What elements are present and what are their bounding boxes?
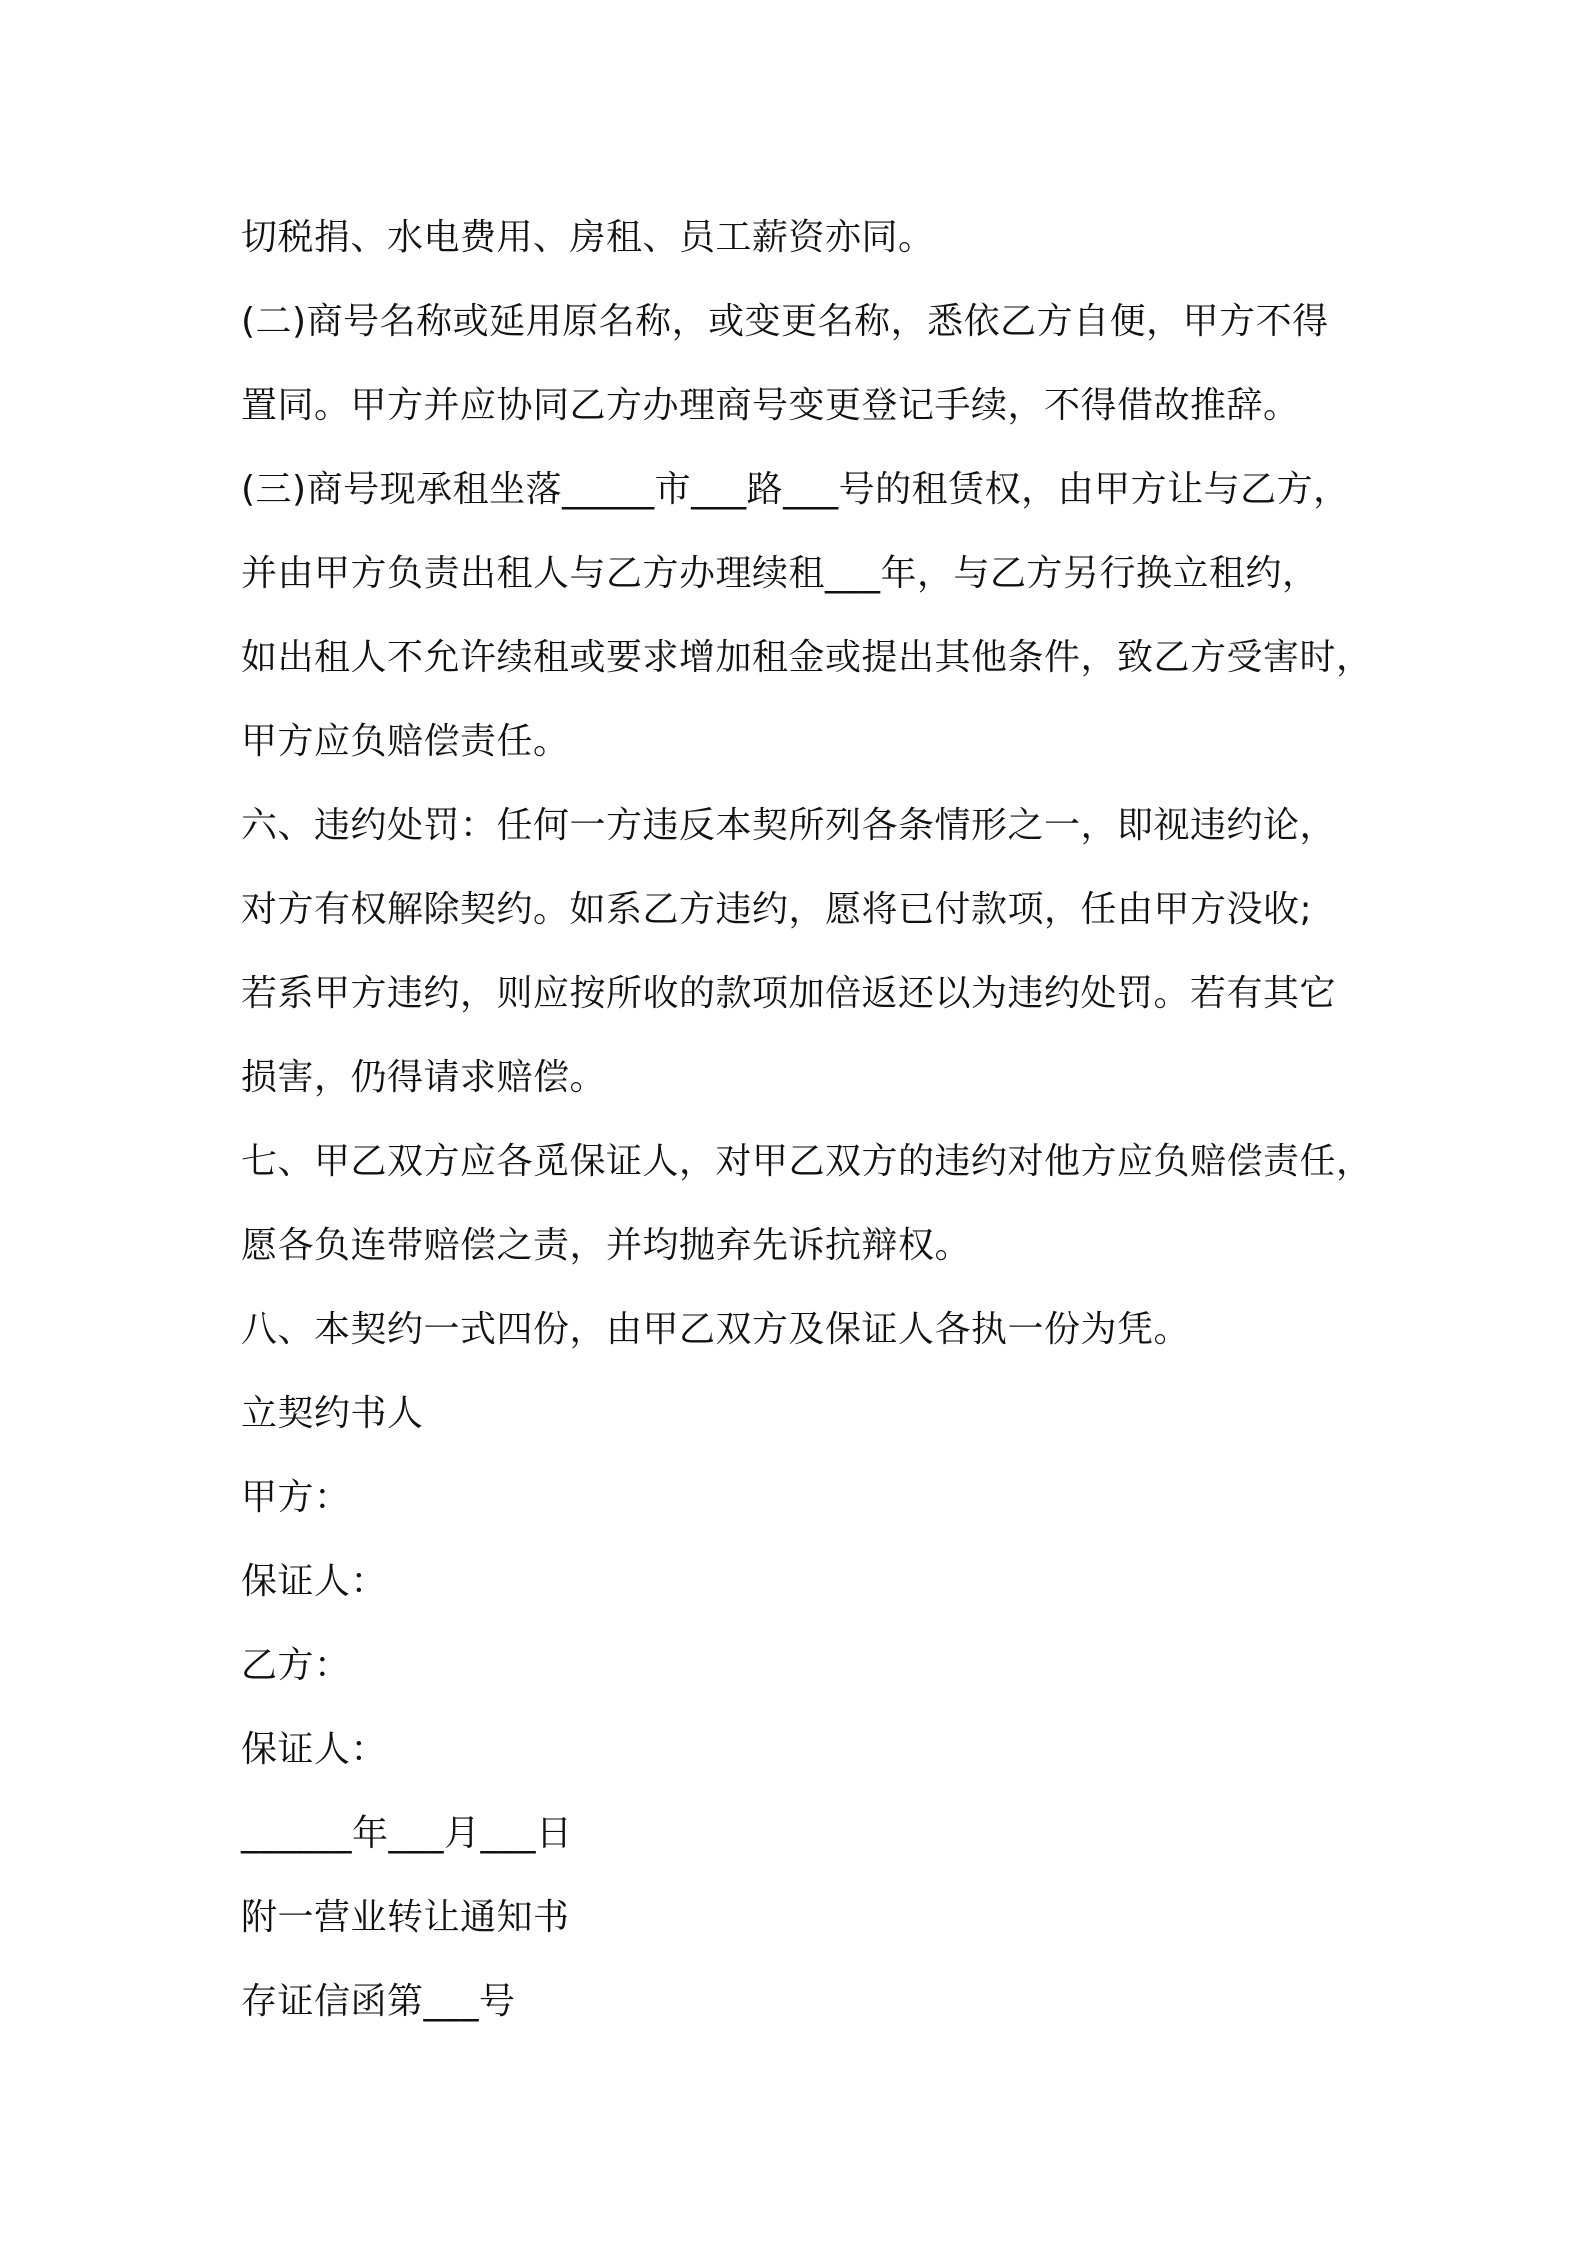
text-line: 置同。甲方并应协同乙方办理商号变更登记手续，不得借故推辞。 <box>241 385 1300 426</box>
text-line: 切税捐、水电费用、房租、员工薪资亦同。 <box>241 217 935 258</box>
signatory-heading: 立契约书人 <box>241 1393 424 1434</box>
document-body <box>241 196 1401 2044</box>
guarantor-label: 保证人： <box>241 1561 388 1602</box>
appendix-title: 附一营业转让通知书 <box>241 1897 570 1938</box>
text-line: 愿各负连带赔偿之责，并均抛弃先诉抗辩权。 <box>241 1225 972 1266</box>
text-line: (三)商号现承租坐落_____市___路___号的租赁权，由甲方让与乙方， <box>241 469 1350 510</box>
text-line: 对方有权解除契约。如系乙方违约，愿将已付款项，任由甲方没收; <box>241 889 1313 930</box>
text-line: 如出租人不允许续租或要求增加租金或提出其他条件，致乙方受害时， <box>241 637 1373 678</box>
text-line: 六、违约处罚：任何一方违反本契所列各条情形之一，即视违约论， <box>241 805 1337 846</box>
text-line: 甲方应负赔偿责任。 <box>241 721 570 762</box>
text-line: 损害，仍得请求赔偿。 <box>241 1057 607 1098</box>
party-a-label: 甲方： <box>241 1477 351 1518</box>
text-line: (二)商号名称或延用原名称，或变更名称，悉依乙方自便，甲方不得 <box>241 301 1329 342</box>
text-line: 若系甲方违约，则应按所收的款项加倍返还以为违约处罚。若有其它 <box>241 973 1337 1014</box>
text-line: 八、本契约一式四份，由甲乙双方及保证人各执一份为凭。 <box>241 1309 1191 1350</box>
guarantor-label: 保证人： <box>241 1729 388 1770</box>
date-line: ______年___月___日 <box>241 1813 573 1854</box>
party-b-label: 乙方： <box>241 1645 351 1686</box>
text-line: 七、甲乙双方应各觅保证人，对甲乙双方的违约对他方应负赔偿责任， <box>241 1141 1373 1182</box>
letter-number: 存证信函第___号 <box>241 1981 516 2022</box>
text-line: 并由甲方负责出租人与乙方办理续租___年，与乙方另行换立租约， <box>241 553 1319 594</box>
